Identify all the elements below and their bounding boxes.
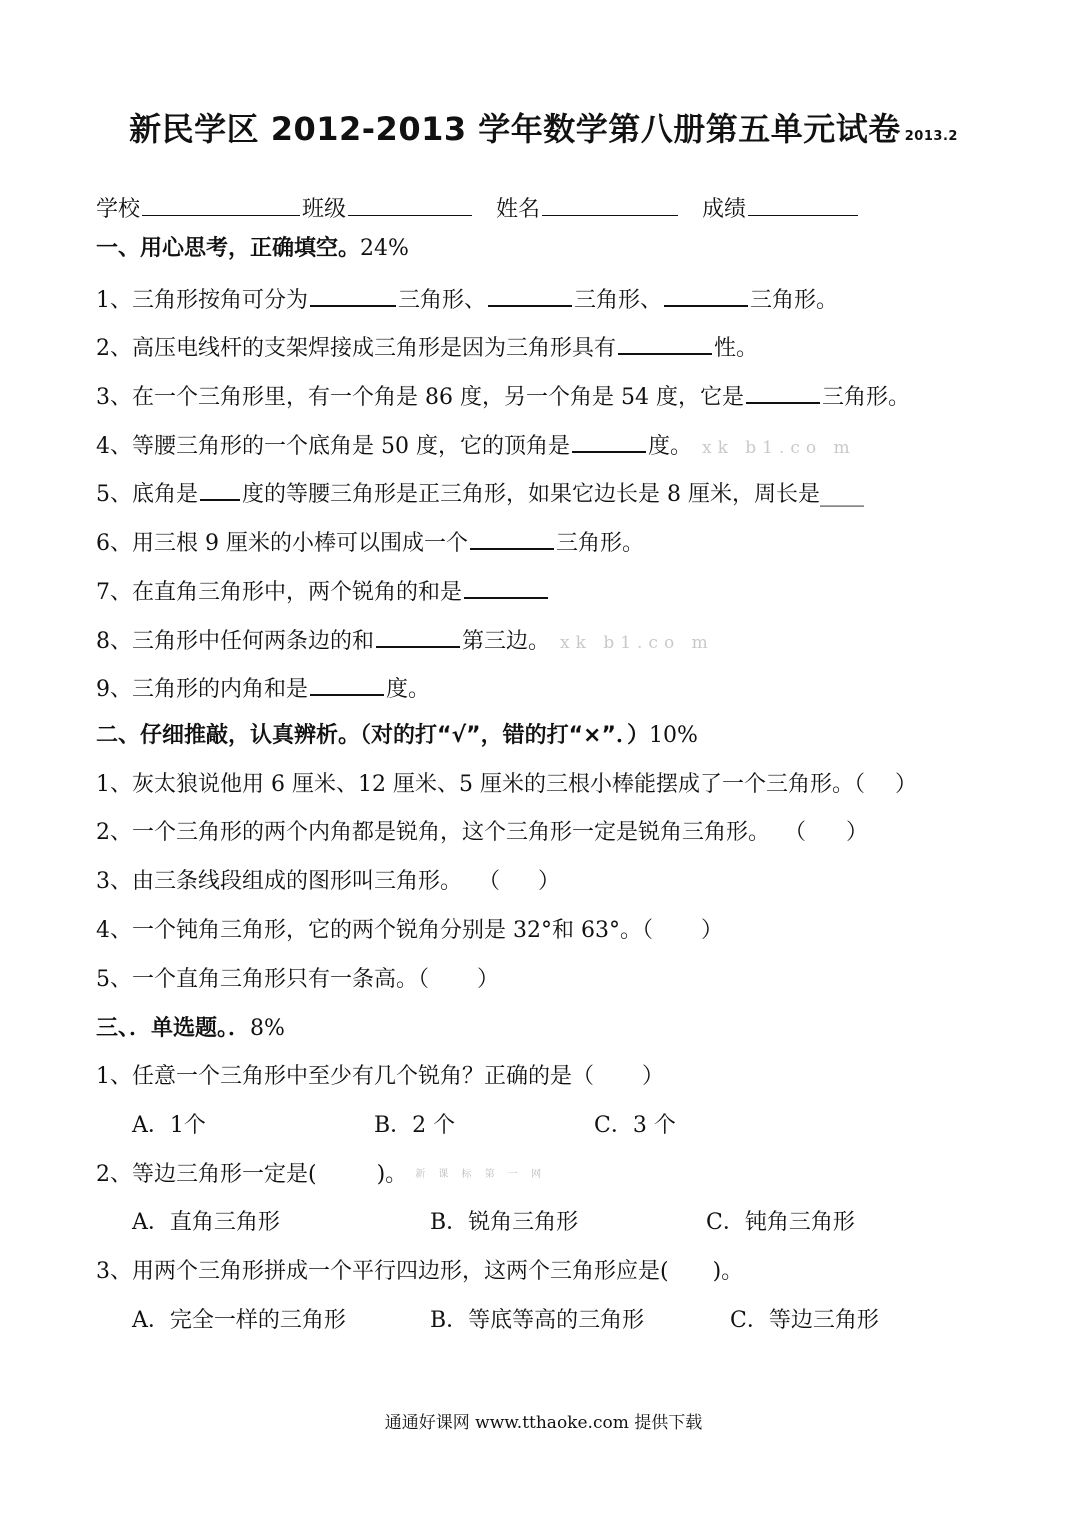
question-text: 三角形。 xyxy=(750,288,839,313)
option-b: B．2 个 xyxy=(374,1113,456,1138)
option-b: B．等底等高的三角形 xyxy=(430,1308,645,1333)
section2-heading xyxy=(96,721,698,751)
question-number: 4、 xyxy=(96,918,132,943)
student-info-line xyxy=(96,193,860,225)
s3-question-1 xyxy=(96,1062,664,1092)
question-text: 用两个三角形拼成一个平行四边形，这两个三角形应是( xyxy=(132,1259,669,1284)
question-text: 三角形、 xyxy=(574,288,663,313)
option-b: B．锐角三角形 xyxy=(430,1210,579,1235)
option-c: C．钝角三角形 xyxy=(706,1210,855,1235)
answer-blank xyxy=(572,429,646,453)
question-number: 4、 xyxy=(96,434,132,459)
s2-question-5 xyxy=(96,965,499,995)
section1-title: 一、用心思考，正确填空。 xyxy=(96,236,361,261)
question-number: 6、 xyxy=(96,531,132,556)
question-text: 度。 xyxy=(647,434,692,459)
question-text: 三角形、 xyxy=(398,288,487,313)
question-text: 任意一个三角形中至少有几个锐角？正确的是（ xyxy=(132,1064,595,1089)
question-number: 5、 xyxy=(96,482,132,507)
question-text: 三角形按角可分为 xyxy=(132,288,309,313)
question-text: 由三条线段组成的图形叫三角形。 xyxy=(132,869,463,894)
question-text: 三角形。 xyxy=(821,385,910,410)
section1-heading xyxy=(96,234,409,264)
question-number: 2、 xyxy=(96,336,132,361)
question-number: 8、 xyxy=(96,629,132,654)
answer-paren: ） xyxy=(477,967,500,992)
question-text: 在直角三角形中，两个锐角的和是 xyxy=(132,580,463,605)
section3-percent: 8% xyxy=(250,1016,285,1041)
answer-paren: ） xyxy=(700,918,723,943)
question-number: 3、 xyxy=(96,385,132,410)
question-text: 三角形中任何两条边的和 xyxy=(132,629,375,654)
name-label: 姓名 xyxy=(496,197,541,222)
option-a: A．1个 xyxy=(132,1113,206,1138)
question-text: 灰太狼说他用 6 厘米、12 厘米、5 厘米的三根小棒能摆成了一个三角形。（ xyxy=(132,772,865,797)
question-text: 三角形的内角和是 xyxy=(132,677,309,702)
s1-question-2 xyxy=(96,331,758,364)
s1-question-3 xyxy=(96,380,910,413)
question-text: 性。 xyxy=(714,336,759,361)
s3-question-1-options xyxy=(132,1111,676,1141)
s1-question-1 xyxy=(96,283,838,316)
question-number: 3、 xyxy=(96,1259,132,1284)
s1-question-7 xyxy=(96,575,550,608)
question-text: 一个三角形的两个内角都是锐角，这个三角形一定是锐角三角形。 xyxy=(132,820,771,845)
title-date: 2013.2 xyxy=(904,129,958,144)
s1-question-4 xyxy=(96,429,856,463)
answer-blank xyxy=(310,283,396,307)
question-text: 在一个三角形里，有一个角是 86 度，另一个角是 54 度，它是 xyxy=(132,385,744,410)
question-number: 2、 xyxy=(96,820,132,845)
question-text: 高压电线杆的支架焊接成三角形是因为三角形具有 xyxy=(132,336,617,361)
question-text: 一个钝角三角形，它的两个锐角分别是 32°和 63°。（ xyxy=(132,918,653,943)
answer-blank xyxy=(376,624,460,648)
option-c: C．3 个 xyxy=(594,1113,676,1138)
s3-question-3 xyxy=(96,1257,743,1287)
s2-question-3 xyxy=(96,867,560,897)
s1-question-5 xyxy=(96,477,864,510)
question-text: 度。 xyxy=(386,677,431,702)
s1-question-6 xyxy=(96,526,644,559)
question-text: 第三边。 xyxy=(462,629,551,654)
watermark-text: 新 课 标 第 一 网 xyxy=(415,1169,547,1180)
question-text: 用三根 9 厘米的小棒可以围成一个 xyxy=(132,531,468,556)
question-number: 1、 xyxy=(96,1064,132,1089)
s2-question-1 xyxy=(96,770,917,800)
s3-question-2-options xyxy=(132,1208,855,1238)
question-number: 9、 xyxy=(96,677,132,702)
s2-question-2 xyxy=(96,818,868,848)
answer-paren: ） xyxy=(538,869,561,894)
answer-blank xyxy=(464,575,548,599)
question-text: 等腰三角形的一个底角是 50 度，它的顶角是 xyxy=(132,434,570,459)
option-a: A．完全一样的三角形 xyxy=(132,1308,346,1333)
answer-blank-underscore: ____ xyxy=(820,482,865,507)
question-number: 2、 xyxy=(96,1162,132,1187)
s3-question-3-options xyxy=(132,1306,879,1336)
answer-paren: （ xyxy=(478,869,501,894)
question-text: 底角是 xyxy=(132,482,199,507)
answer-paren: （ xyxy=(784,820,807,845)
option-a: A．直角三角形 xyxy=(132,1210,280,1235)
score-blank xyxy=(748,193,858,216)
question-text: 等边三角形一定是( xyxy=(132,1162,317,1187)
answer-blank xyxy=(746,380,820,404)
section3-title: 三、．单选题。． xyxy=(96,1016,251,1041)
school-blank xyxy=(142,193,300,216)
section2-percent: 10% xyxy=(648,723,698,748)
class-blank xyxy=(348,193,472,216)
question-number: 1、 xyxy=(96,288,132,313)
question-text: 一个直角三角形只有一条高。（ xyxy=(132,967,430,992)
exam-title xyxy=(0,104,1087,150)
answer-blank xyxy=(664,283,748,307)
answer-blank xyxy=(310,672,384,696)
answer-paren: ） xyxy=(846,820,869,845)
answer-paren: ） xyxy=(894,772,917,797)
answer-blank xyxy=(488,283,572,307)
s3-question-2 xyxy=(96,1160,546,1190)
footer-source: 通通好课网 www.tthaoke.com 提供下载 xyxy=(384,1413,703,1433)
question-number: 1、 xyxy=(96,772,132,797)
question-number: 7、 xyxy=(96,580,132,605)
answer-paren: )。 xyxy=(712,1259,744,1284)
watermark-text: xk b1.co m xyxy=(702,438,856,458)
section3-heading xyxy=(96,1014,285,1044)
s1-question-8 xyxy=(96,624,714,658)
question-number: 5、 xyxy=(96,967,132,992)
answer-blank xyxy=(618,331,712,355)
section2-title: 二、仔细推敲，认真辨析。（对的打“√”，错的打“×”．） xyxy=(96,723,649,748)
s2-question-4 xyxy=(96,916,723,946)
question-text: 三角形。 xyxy=(556,531,645,556)
answer-paren: )。 xyxy=(376,1162,408,1187)
answer-blank xyxy=(470,526,554,550)
score-label: 成绩 xyxy=(702,197,747,222)
answer-blank xyxy=(200,477,240,501)
answer-paren: ） xyxy=(642,1064,665,1089)
question-text: 度的等腰三角形是正三角形，如果它边长是 8 厘米，周长是 xyxy=(242,482,821,507)
name-blank xyxy=(542,193,678,216)
school-label: 学校 xyxy=(96,197,141,222)
s1-question-9 xyxy=(96,672,430,705)
watermark-text: xk b1.co m xyxy=(560,633,714,653)
section1-percent: 24% xyxy=(360,236,409,261)
option-c: C．等边三角形 xyxy=(730,1308,879,1333)
question-number: 3、 xyxy=(96,869,132,894)
class-label: 班级 xyxy=(302,197,347,222)
title-main: 新民学区 2012-2013 学年数学第八册第五单元试卷 xyxy=(129,110,901,148)
